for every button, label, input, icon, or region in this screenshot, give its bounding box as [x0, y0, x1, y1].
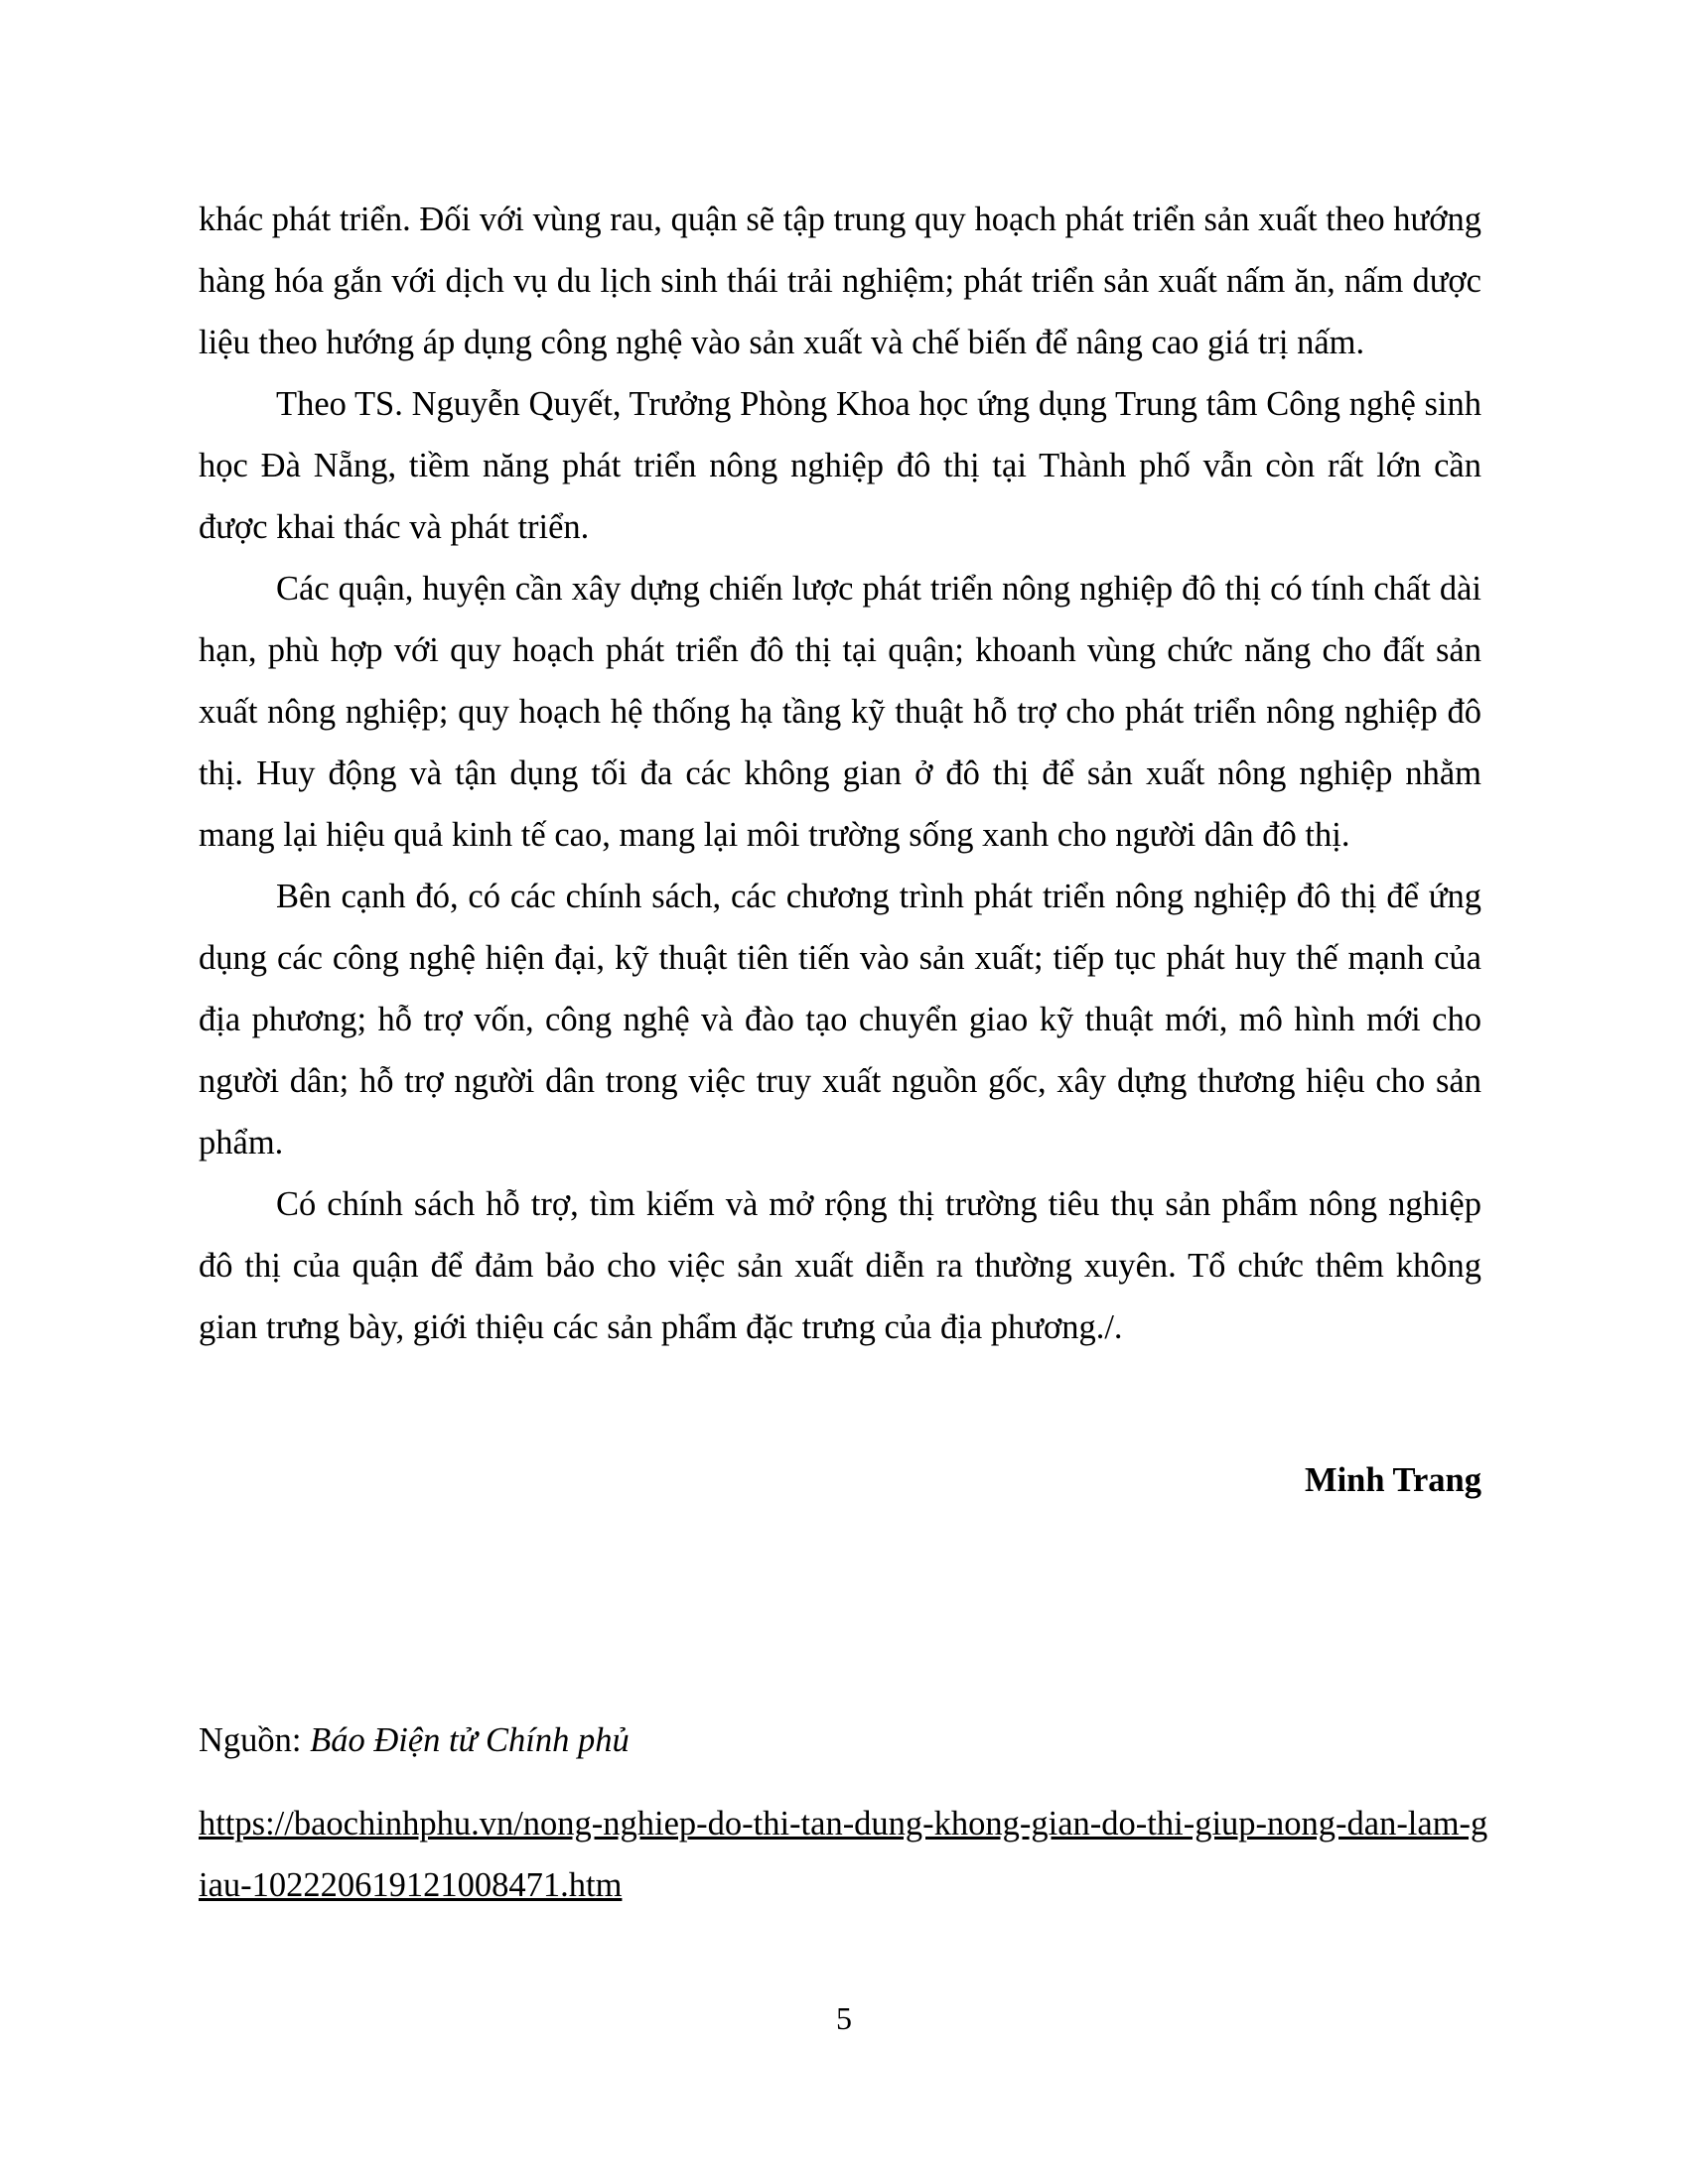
author-name: Minh Trang: [1305, 1461, 1481, 1499]
paragraph-4: Bên cạnh đó, có các chính sách, các chương trình phát triển nông nghiệp đô thị để ứng dụng các công nghệ hiện đại, kỹ thuật tiên tiến vào sản xuất; tiếp tục phát huy thế mạnh của địa phương; hỗ trợ vốn, công nghệ và đào tạo chuyển giao kỹ thuật mới, mô hình mới cho người dân; hỗ trợ người dân trong việc truy xuất nguồn gốc, xây dựng thương hiệu cho sản phẩm.: [199, 878, 1481, 1161]
source-label: Nguồn:: [199, 1721, 311, 1759]
page-number: 5: [836, 2000, 852, 2036]
paragraph-5: Có chính sách hỗ trợ, tìm kiếm và mở rộng thị trường tiêu thụ sản phẩm nông nghiệp đô thị của quận để đảm bảo cho việc sản xuất diễn ra thường xuyên. Tổ chức thêm không gian trưng bày, giới thiệu các sản phẩm đặc trưng của địa phương./.: [199, 1185, 1481, 1346]
paragraph-1: khác phát triển. Đối với vùng rau, quận sẽ tập trung quy hoạch phát triển sản xuất theo hướng hàng hóa gắn với dịch vụ du lịch sinh thái trải nghiệm; phát triển sản xuất nấm ăn, nấm dược liệu theo hướng áp dụng công nghệ vào sản xuất và chế biến để nâng cao giá trị nấm.: [199, 201, 1481, 361]
source-url-link[interactable]: https://baochinhphu.vn/nong-nghiep-do-thi-tan-dung-khong-gian-do-thi-giup-nong-dan-lam-giau-102220619121008471.htm: [199, 1805, 1488, 1904]
paragraph-3: Các quận, huyện cần xây dựng chiến lược phát triển nông nghiệp đô thị có tính chất dài hạn, phù hợp với quy hoạch phát triển đô thị tại quận; khoanh vùng chức năng cho đất sản xuất nông nghiệp; quy hoạch hệ thống hạ tầng kỹ thuật hỗ trợ cho phát triển nông nghiệp đô thị. Huy động và tận dụng tối đa các không gian ở đô thị để sản xuất nông nghiệp nhằm mang lại hiệu quả kinh tế cao, mang lại môi trường sống xanh cho người dân đô thị.: [199, 570, 1481, 854]
source-publication: Báo Điện tử Chính phủ: [310, 1721, 630, 1759]
source-line: [199, 1709, 630, 1771]
paragraph-2: Theo TS. Nguyễn Quyết, Trưởng Phòng Khoa học ứng dụng Trung tâm Công nghệ sinh học Đà Nẵng, tiềm năng phát triển nông nghiệp đô thị tại Thành phố vẫn còn rất lớn cần được khai thác và phát triển.: [199, 385, 1481, 546]
article-body: [199, 189, 1481, 1358]
